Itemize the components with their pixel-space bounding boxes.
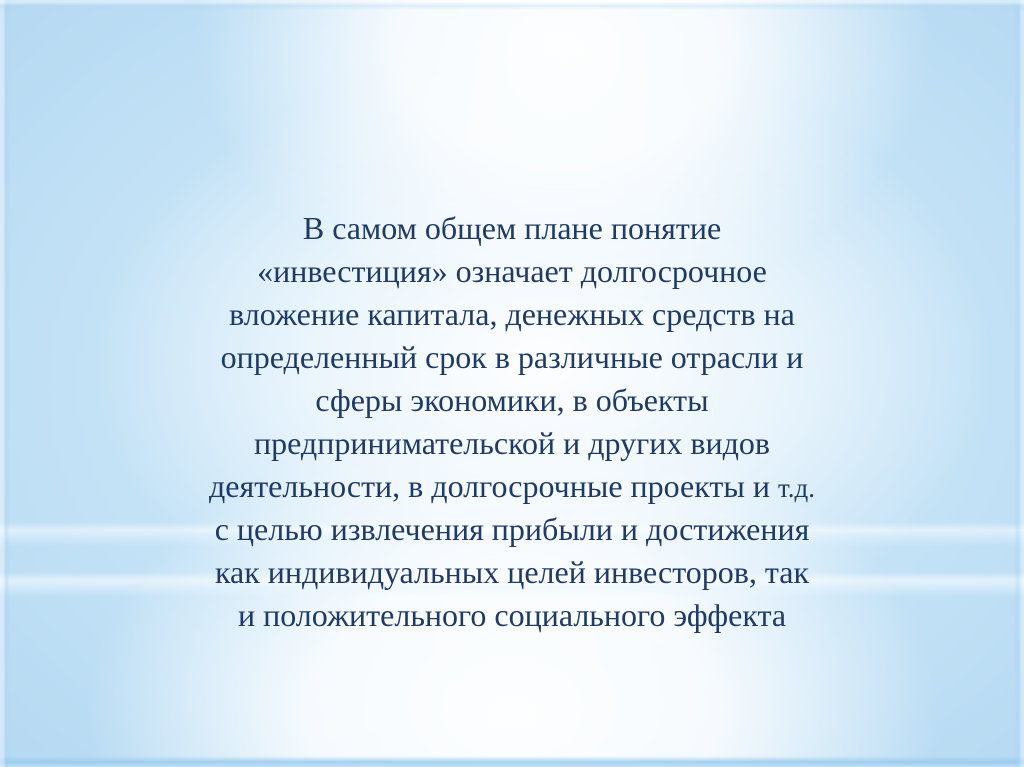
line-text: и положительного социального эффекта (237, 597, 787, 633)
line-text: предпринимательской и других видов (254, 425, 770, 461)
line-text: с целью извлечения прибыли и достижения (214, 511, 810, 547)
line-text: «инвестиция» означает долгосрочное (257, 253, 767, 289)
line-text-small: т.д. (777, 473, 815, 503)
line-text: вложение капитала, денежных средств на (229, 296, 795, 332)
slide-text-line (0, 466, 1024, 509)
line-text: сферы экономики, в объекты (315, 382, 709, 418)
slide-body-text (0, 208, 1024, 638)
slide-text-line (0, 380, 1024, 423)
line-text: В самом общем плане понятие (302, 210, 722, 246)
slide-text-line (0, 208, 1024, 251)
slide-text-line (0, 509, 1024, 552)
slide-text-line (0, 251, 1024, 294)
slide-text-line (0, 294, 1024, 337)
slide-text-line (0, 595, 1024, 638)
line-text: деятельности, в долгосрочные проекты и (208, 468, 770, 504)
line-text: как индивидуальных целей инвесторов, так (214, 554, 810, 590)
line-text: определенный срок в различные отрасли и (220, 339, 804, 375)
slide-text-line (0, 552, 1024, 595)
slide-text-line (0, 337, 1024, 380)
slide-text-line (0, 423, 1024, 466)
